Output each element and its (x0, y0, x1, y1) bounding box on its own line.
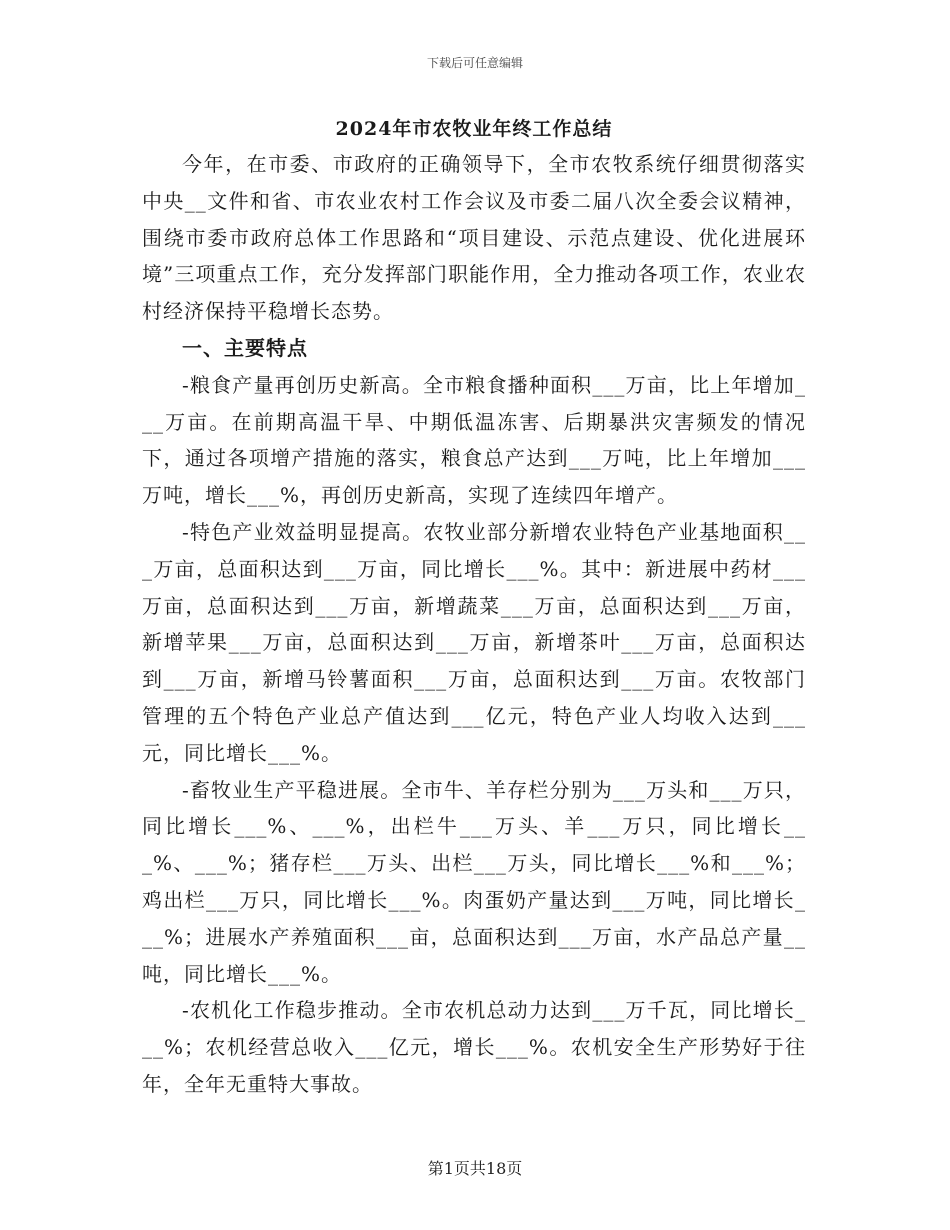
intro-paragraph: 今年，在市委、市政府的正确领导下，全市农牧系统仔细贯彻落实中央__文件和省、市农业农村工作会议及市委二届八次全委会议精神，围绕市委市政府总体工作思路和“项目建设、示范点建设、优化进展环境”三项重点工作，充分发挥部门职能作用，全力推动各项工作，农业农村经济保持平稳增长态势。 (142, 152, 806, 324)
document-body (142, 112, 806, 1103)
section-heading: 一、主要特点 (182, 335, 308, 360)
document-title: 2024年市农牧业年终工作总结 (335, 118, 613, 140)
paragraph-livestock: -畜牧业生产平稳进展。全市牛、羊存栏分别为___万头和___万只，同比增长___%、___%，出栏牛___万头、羊___万只，同比增长___%、___%；猪存栏___万头、出栏___万头，同比增长___%和___%；鸡出栏___万只，同比增长___%。肉蛋奶产量达到___万吨，同比增长___%；进展水产养殖面积___亩，总面积达到___万亩，水产品总产量__吨，同比增长___%。 (142, 777, 806, 986)
page-header-note: 下载后可任意编辑 (426, 56, 523, 70)
paragraph-grain: -粮食产量再创历史新高。全市粮食播种面积___万亩，比上年增加___万亩。在前期高温干旱、中期低温冻害、后期暴洪灾害频发的情况下，通过各项增产措施的落实，粮食总产达到___万吨，比上年增加___万吨，增长___%，再创历史新高，实现了连续四年增产。 (142, 372, 806, 508)
paragraph-mechanization: -农机化工作稳步推动。全市农机总动力达到___万千瓦，同比增长___%；农机经营总收入___亿元，增长___%。农机安全生产形势好于往年，全年无重特大事故。 (142, 998, 806, 1096)
paragraph-specialty-industry: -特色产业效益明显提高。农牧业部分新增农业特色产业基地面积___万亩，总面积达到___万亩，同比增长___%。其中：新进展中药材___万亩，总面积达到___万亩，新增蔬菜___万亩，总面积达到___万亩，新增苹果___万亩，总面积达到___万亩，新增茶叶___万亩，总面积达到___万亩，新增马铃薯面积___万亩，总面积达到___万亩。农牧部门管理的五个特色产业总产值达到___亿元，特色产业人均收入达到___元，同比增长___%。 (142, 519, 806, 765)
page-footer-number: 第1页共18页 (427, 1159, 523, 1178)
